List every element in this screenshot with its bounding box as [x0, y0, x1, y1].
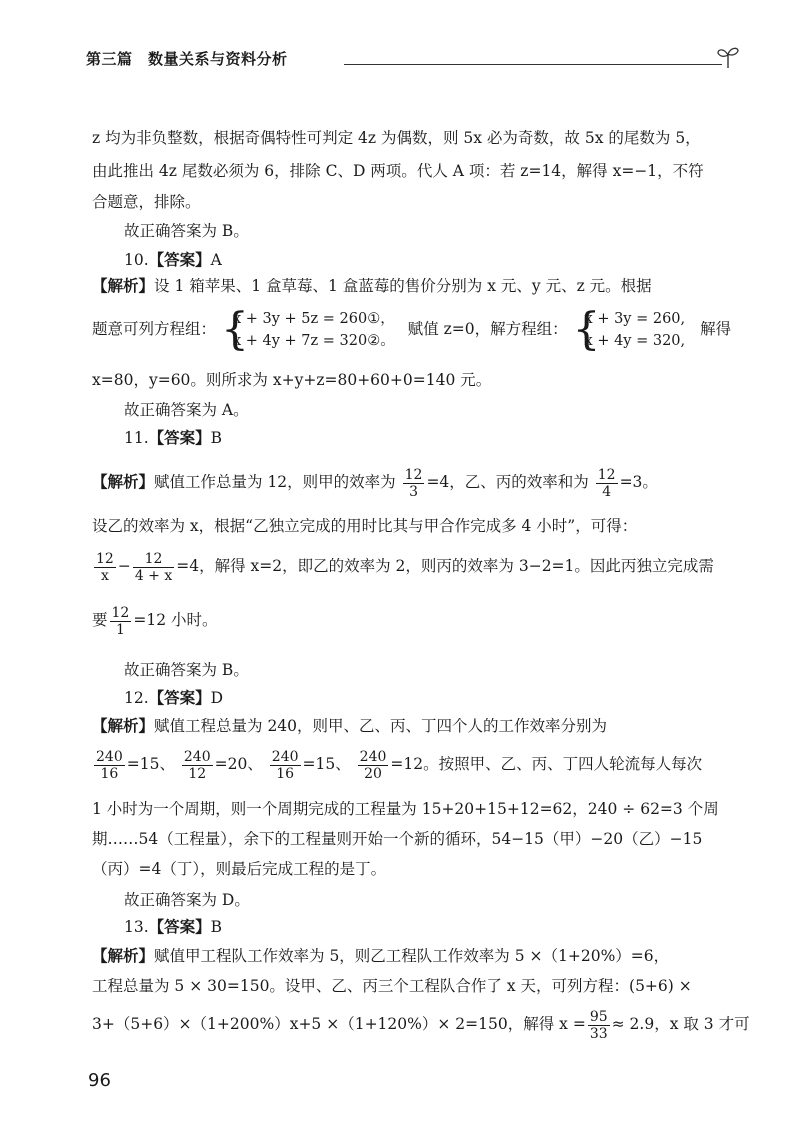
- answer-value: D: [210, 689, 224, 707]
- question-11-analysis-line: [92, 462, 658, 502]
- sprout-icon: [716, 44, 740, 70]
- text-span: =3。: [619, 473, 658, 491]
- text-span: 赋值工作总量为 12，则甲的效率为: [154, 473, 396, 491]
- numerator: 12: [111, 604, 130, 621]
- equation: x + 3y = 260,: [584, 311, 686, 327]
- denominator: x: [100, 567, 109, 584]
- running-header: [60, 44, 736, 78]
- text-span: 赋值甲工程队工作效率为 5，则乙工程队工作效率为 5 ×（1+20%）=6，: [154, 947, 670, 965]
- numerator: 95: [589, 1008, 608, 1025]
- text-line: 故正确答案为 B。: [124, 222, 249, 240]
- denominator: 1: [115, 621, 125, 638]
- header-rule: [344, 64, 722, 65]
- text-line: 故正确答案为 D。: [124, 891, 250, 909]
- text-span: =4，乙、丙的效率和为: [426, 473, 589, 491]
- text-line: 期……54（工程量），余下的工程量则开始一个新的循环，54−15（甲）−20（乙）−15: [92, 830, 703, 848]
- numerator: 12: [96, 550, 114, 567]
- numerator: 12: [597, 466, 616, 483]
- text-span: 赋值工程总量为 240，则甲、乙、丙、丁四个人的工作效率分别为: [154, 717, 608, 735]
- equation-line: [92, 546, 714, 586]
- text-line: 故正确答案为 B。: [124, 661, 249, 679]
- text-line: 设乙的效率为 x，根据“乙独立完成的用时比其与甲合作完成多 4 小时”，可得：: [92, 517, 638, 535]
- fraction: [94, 749, 125, 782]
- question-10-analysis-line: [92, 272, 652, 300]
- numerator: 12: [404, 466, 423, 483]
- fraction: [596, 467, 618, 500]
- equation: x + 3y + 5z = 260①，: [232, 311, 395, 327]
- numerator: 240: [271, 748, 299, 765]
- brace-icon: {: [220, 304, 249, 355]
- text-span: =12 小时。: [133, 611, 218, 629]
- answer-label: 【答案】: [148, 251, 211, 269]
- text-span: 题意可列方程组：: [92, 320, 217, 338]
- text-line: 工程总量为 5 × 30=150。设甲、乙、丙三个工程队合作了 x 天，可列方程：(5+6) ×: [92, 977, 692, 995]
- equation-line: [92, 305, 731, 353]
- equation: x + 4y = 320,: [584, 333, 686, 349]
- denominator: 16: [276, 765, 295, 782]
- analysis-label: 【解析】: [92, 947, 155, 965]
- text-span: 设 1 箱苹果、1 盒草莓、1 盒蓝莓的售价分别为 x 元、y 元、z 元。根据: [154, 277, 652, 295]
- denominator: 12: [188, 765, 207, 782]
- text-line: 合题意，排除。: [92, 193, 201, 211]
- text-line: （丙）=4（丁），则最后完成工程的是丁。: [92, 860, 387, 878]
- question-12-analysis-line: [92, 712, 607, 740]
- answer-label: 【答案】: [148, 918, 211, 936]
- analysis-label: 【解析】: [92, 277, 155, 295]
- answer-value: B: [210, 918, 223, 936]
- fraction: [270, 749, 301, 782]
- text-span: 解得: [700, 320, 732, 338]
- text-span: =15、: [126, 755, 175, 773]
- question-11-answer-line: [124, 424, 222, 452]
- header-title: 第三篇 数量关系与资料分析: [86, 50, 288, 68]
- text-line: x=80，y=60。则所求为 x+y+z=80+60+0=140 元。: [92, 371, 492, 389]
- text-span: =20、: [214, 755, 263, 773]
- equation-system: [220, 304, 395, 355]
- question-number: 13.: [124, 918, 149, 936]
- question-13-analysis-line: [92, 942, 669, 970]
- fraction: [94, 551, 116, 584]
- answer-value: B: [210, 429, 223, 447]
- fraction: [182, 749, 213, 782]
- text-line: z 均为非负整数，根据奇偶特性可判定 4z 为偶数，则 5x 必为奇数，故 5x 的尾数为 5，: [92, 129, 701, 147]
- equation-system: [572, 304, 686, 355]
- question-number: 12.: [124, 689, 149, 707]
- answer-label: 【答案】: [148, 689, 211, 707]
- denominator: 4: [602, 483, 612, 500]
- page-number: 96: [88, 1070, 111, 1091]
- text-span: 要: [92, 611, 108, 629]
- analysis-label: 【解析】: [92, 473, 155, 491]
- equation-line: [92, 1004, 750, 1044]
- fraction: [110, 605, 132, 638]
- text-line: 由此推出 4z 尾数必须为 6，排除 C、D 两项。代人 A 项：若 z=14，解得 x=−1，不符: [92, 162, 704, 180]
- numerator: 240: [183, 748, 211, 765]
- text-span: =12。按照甲、乙、丙、丁四人轮流每人每次: [390, 755, 703, 773]
- question-13-answer-line: [124, 913, 222, 941]
- fraction-line: [92, 744, 702, 784]
- answer-label: 【答案】: [148, 429, 211, 447]
- numerator: 12: [133, 551, 174, 568]
- text-span: 3+（5+6）×（1+200%）x+5 ×（1+120%）× 2=150，解得 x =: [92, 1015, 586, 1033]
- text-line: [92, 600, 217, 640]
- numerator: 240: [359, 748, 387, 765]
- analysis-label: 【解析】: [92, 717, 155, 735]
- text-span: 赋值 z=0，解方程组：: [407, 320, 568, 338]
- text-line: 1 小时为一个周期，则一个周期完成的工程量为 15+20+15+12=62，240 ÷ 62=3 个周: [92, 800, 719, 818]
- brace-icon: {: [572, 304, 601, 355]
- fraction: [403, 467, 425, 500]
- denominator: 16: [100, 765, 119, 782]
- fraction: [133, 551, 174, 584]
- question-10-answer-line: [124, 246, 222, 274]
- text-span: =4，解得 x=2，即乙的效率为 2，则丙的效率为 3−2=1。因此丙独立完成需: [176, 557, 714, 575]
- fraction: [588, 1009, 610, 1042]
- text-line: 故正确答案为 A。: [124, 401, 249, 419]
- question-number: 10.: [124, 251, 149, 269]
- denominator: 33: [589, 1025, 608, 1042]
- equation: x + 4y + 7z = 320②。: [232, 333, 395, 349]
- text-span: −: [117, 557, 131, 575]
- denominator: 3: [409, 483, 418, 500]
- text-span: ≈ 2.9，x 取 3 才可: [611, 1015, 750, 1033]
- denominator: 20: [364, 765, 382, 782]
- denominator: 4 + x: [134, 567, 173, 584]
- text-span: =15、: [302, 755, 351, 773]
- answer-value: A: [210, 251, 222, 269]
- numerator: 240: [96, 748, 123, 765]
- fraction: [358, 749, 389, 782]
- question-number: 11.: [124, 429, 149, 447]
- question-12-answer-line: [124, 684, 223, 712]
